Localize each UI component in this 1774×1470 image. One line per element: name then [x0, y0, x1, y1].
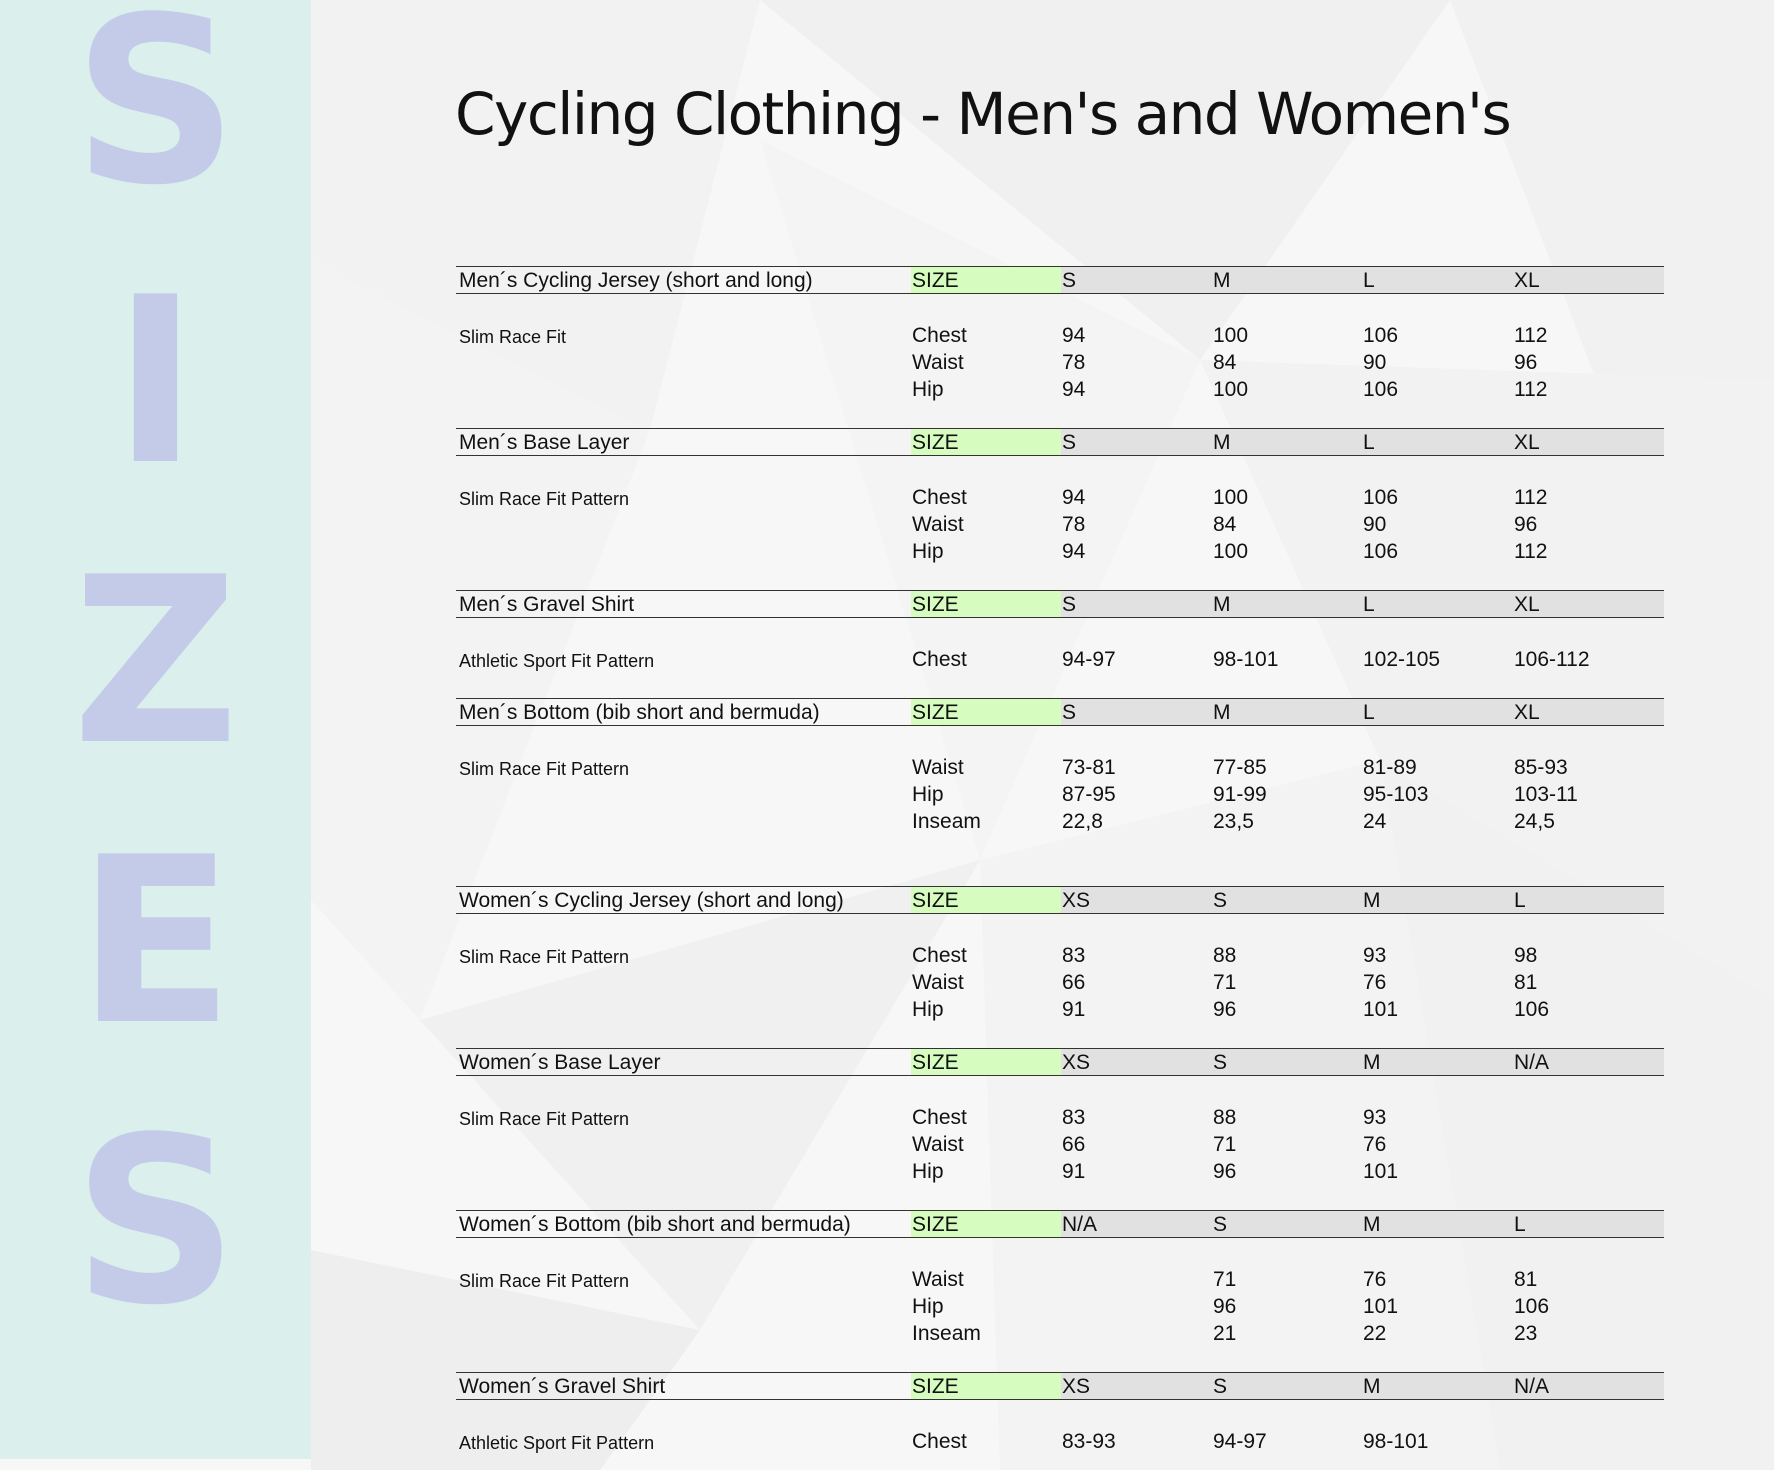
measurement-row	[456, 1293, 1664, 1320]
size-column-header: S	[1062, 431, 1077, 454]
size-table-body	[456, 1076, 1664, 1210]
measurement-label: Chest	[912, 1430, 967, 1453]
size-column-header: M	[1213, 593, 1231, 616]
size-column-header: N/A	[1514, 1051, 1550, 1074]
measurement-label: Hip	[912, 998, 944, 1021]
measurement-value: 106	[1363, 486, 1399, 509]
measurement-value: 112	[1514, 486, 1548, 509]
measurement-value: 76	[1363, 1133, 1387, 1156]
measurement-value: 88	[1213, 1106, 1237, 1129]
product-title: Men´s Base Layer	[459, 431, 630, 454]
size-tables	[456, 266, 1664, 1470]
measurement-value: 93	[1363, 944, 1387, 967]
size-table-header	[456, 428, 1664, 456]
measurement-value: 98-101	[1363, 1430, 1429, 1453]
measurement-value: 81	[1514, 971, 1538, 994]
measurement-label: Waist	[912, 1133, 964, 1156]
size-table-header	[456, 1048, 1664, 1076]
size-table-header	[456, 886, 1664, 914]
measurement-label: Inseam	[912, 1322, 981, 1345]
size-table	[456, 698, 1664, 886]
size-column-header: S	[1213, 889, 1228, 912]
size-table-header	[456, 1372, 1664, 1400]
measurement-row	[456, 1320, 1664, 1347]
measurement-value: 76	[1363, 971, 1387, 994]
measurement-value: 98	[1514, 944, 1538, 967]
size-column-header: S	[1213, 1375, 1228, 1398]
measurement-label: Waist	[912, 971, 964, 994]
measurement-row	[456, 646, 1664, 673]
size-table-header	[456, 266, 1664, 294]
measurement-value: 112	[1514, 324, 1548, 347]
size-column-header: M	[1363, 889, 1381, 912]
size-column-header: XS	[1062, 1375, 1091, 1398]
measurement-value: 94-97	[1062, 648, 1116, 671]
fit-label: Slim Race Fit Pattern	[459, 1109, 630, 1129]
measurement-row	[456, 484, 1664, 511]
measurement-value: 84	[1213, 513, 1237, 536]
size-table	[456, 428, 1664, 590]
measurement-value: 94	[1062, 486, 1086, 509]
fit-label: Athletic Sport Fit Pattern	[459, 1433, 655, 1453]
measurement-row	[456, 511, 1664, 538]
size-table-body	[456, 1400, 1664, 1470]
measurement-label: Hip	[912, 1295, 944, 1318]
measurement-value: 100	[1213, 378, 1249, 401]
size-column-header: L	[1363, 431, 1375, 454]
size-table-body	[456, 1238, 1664, 1372]
measurement-value: 95-103	[1363, 783, 1429, 806]
measurement-row	[456, 1131, 1664, 1158]
size-column-header: M	[1363, 1051, 1381, 1074]
measurement-label: Waist	[912, 351, 964, 374]
measurement-value: 76	[1363, 1268, 1387, 1291]
measurement-value: 93	[1363, 1106, 1387, 1129]
measurement-label: Hip	[912, 783, 944, 806]
measurement-label: Chest	[912, 486, 967, 509]
measurement-value: 106-112	[1514, 648, 1590, 671]
page-title: Cycling Clothing - Men's and Women's	[455, 80, 1511, 148]
measurement-row	[456, 996, 1664, 1023]
measurement-label: Hip	[912, 378, 944, 401]
size-column-header: XS	[1062, 1051, 1091, 1074]
measurement-row	[456, 754, 1664, 781]
measurement-row	[456, 942, 1664, 969]
measurement-value: 73-81	[1062, 756, 1116, 779]
measurement-label: Chest	[912, 324, 967, 347]
size-column-header: M	[1363, 1375, 1381, 1398]
measurement-value: 101	[1363, 1295, 1399, 1318]
fit-label: Slim Race Fit Pattern	[459, 759, 630, 779]
measurement-value: 90	[1363, 513, 1387, 536]
measurement-value: 71	[1213, 971, 1237, 994]
size-table-body	[456, 456, 1664, 590]
fit-label: Slim Race Fit	[459, 327, 567, 347]
measurement-label: Waist	[912, 756, 964, 779]
size-table-body	[456, 294, 1664, 428]
size-table-body	[456, 914, 1664, 1048]
measurement-value: 96	[1213, 1160, 1237, 1183]
measurement-value: 112	[1514, 540, 1548, 563]
size-table-header	[456, 698, 1664, 726]
measurement-value: 94	[1062, 378, 1086, 401]
measurement-value: 106	[1363, 378, 1399, 401]
measurement-value: 87-95	[1062, 783, 1116, 806]
measurement-value: 90	[1363, 351, 1387, 374]
size-label: SIZE	[912, 593, 959, 616]
size-table-header	[456, 1210, 1664, 1238]
size-column-header: N/A	[1514, 1375, 1550, 1398]
measurement-label: Inseam	[912, 810, 981, 833]
size-column-header: XL	[1514, 593, 1540, 616]
size-column-header: S	[1213, 1051, 1228, 1074]
measurement-value: 23,5	[1213, 810, 1254, 833]
measurement-value: 106	[1363, 540, 1399, 563]
size-table-header	[456, 590, 1664, 618]
measurement-row	[456, 376, 1664, 403]
measurement-value: 100	[1213, 486, 1249, 509]
measurement-value: 103-11	[1514, 783, 1578, 806]
product-title: Women´s Cycling Jersey (short and long)	[459, 889, 844, 912]
measurement-value: 78	[1062, 513, 1086, 536]
measurement-value: 106	[1514, 998, 1550, 1021]
size-column-header: L	[1363, 701, 1375, 724]
measurement-value: 112	[1514, 378, 1548, 401]
measurement-value: 21	[1213, 1322, 1237, 1345]
size-table	[456, 1372, 1664, 1470]
size-label: SIZE	[912, 1213, 959, 1236]
fit-label: Slim Race Fit Pattern	[459, 1271, 630, 1291]
size-label: SIZE	[912, 431, 959, 454]
measurement-label: Waist	[912, 513, 964, 536]
measurement-row	[456, 808, 1664, 835]
measurement-value: 66	[1062, 1133, 1086, 1156]
size-column-header: XS	[1062, 889, 1091, 912]
measurement-value: 98-101	[1213, 648, 1279, 671]
fit-label: Slim Race Fit Pattern	[459, 489, 630, 509]
size-table	[456, 590, 1664, 698]
product-title: Women´s Base Layer	[459, 1051, 661, 1074]
measurement-label: Hip	[912, 540, 944, 563]
measurement-value: 91	[1062, 998, 1086, 1021]
product-title: Women´s Gravel Shirt	[459, 1375, 666, 1398]
product-title: Men´s Bottom (bib short and bermuda)	[459, 701, 820, 724]
measurement-value: 91-99	[1213, 783, 1267, 806]
size-column-header: L	[1514, 1213, 1526, 1236]
measurement-value: 24	[1363, 810, 1387, 833]
measurement-value: 23	[1514, 1322, 1538, 1345]
measurement-label: Chest	[912, 944, 967, 967]
measurement-row	[456, 322, 1664, 349]
product-title: Men´s Gravel Shirt	[459, 593, 635, 616]
measurement-value: 88	[1213, 944, 1237, 967]
measurement-label: Hip	[912, 1160, 944, 1183]
measurement-value: 96	[1213, 1295, 1237, 1318]
size-column-header: S	[1213, 1213, 1228, 1236]
size-label: SIZE	[912, 701, 959, 724]
size-column-header: XL	[1514, 269, 1540, 292]
size-label: SIZE	[912, 889, 959, 912]
sidebar-letter: Z	[72, 529, 239, 796]
measurement-row	[456, 969, 1664, 996]
size-column-header: L	[1363, 593, 1375, 616]
sidebar-letter: S	[72, 1089, 239, 1356]
measurement-value: 94-97	[1213, 1430, 1267, 1453]
size-column-header: L	[1514, 889, 1526, 912]
measurement-value: 94	[1062, 540, 1086, 563]
size-table-body	[456, 618, 1664, 698]
measurement-value: 71	[1213, 1133, 1237, 1156]
measurement-value: 102-105	[1363, 648, 1441, 671]
measurement-value: 96	[1514, 513, 1538, 536]
size-column-header: S	[1062, 701, 1077, 724]
measurement-value: 100	[1213, 324, 1249, 347]
size-column-header: S	[1062, 593, 1077, 616]
size-column-header: S	[1062, 269, 1077, 292]
measurement-value: 77-85	[1213, 756, 1267, 779]
sidebar-letter: S	[72, 0, 239, 236]
size-column-header: XL	[1514, 431, 1540, 454]
measurement-value: 71	[1213, 1268, 1237, 1291]
measurement-value: 81	[1514, 1268, 1538, 1291]
sidebar-letter: I	[112, 249, 199, 516]
size-column-header: M	[1213, 269, 1231, 292]
measurement-value: 106	[1514, 1295, 1550, 1318]
measurement-row	[456, 1428, 1664, 1455]
measurement-label: Chest	[912, 1106, 967, 1129]
measurement-value: 101	[1363, 998, 1399, 1021]
measurement-value: 81-89	[1363, 756, 1417, 779]
size-column-header: M	[1363, 1213, 1381, 1236]
measurement-value: 101	[1363, 1160, 1399, 1183]
measurement-label: Waist	[912, 1268, 964, 1291]
measurement-row	[456, 1266, 1664, 1293]
product-title: Men´s Cycling Jersey (short and long)	[459, 269, 813, 292]
size-column-header: N/A	[1062, 1213, 1098, 1236]
measurement-value: 84	[1213, 351, 1237, 374]
measurement-value: 83-93	[1062, 1430, 1116, 1453]
measurement-value: 22,8	[1062, 810, 1103, 833]
measurement-value: 83	[1062, 944, 1086, 967]
measurement-value: 85-93	[1514, 756, 1568, 779]
size-column-header: M	[1213, 701, 1231, 724]
measurement-value: 91	[1062, 1160, 1086, 1183]
sidebar-letter: E	[76, 809, 235, 1076]
measurement-value: 94	[1062, 324, 1086, 347]
size-table-body	[456, 726, 1664, 886]
measurement-label: Chest	[912, 648, 967, 671]
measurement-value: 106	[1363, 324, 1399, 347]
size-label: SIZE	[912, 1051, 959, 1074]
measurement-value: 22	[1363, 1322, 1387, 1345]
measurement-value: 100	[1213, 540, 1249, 563]
measurement-row	[456, 538, 1664, 565]
measurement-value: 96	[1213, 998, 1237, 1021]
fit-label: Athletic Sport Fit Pattern	[459, 651, 655, 671]
product-title: Women´s Bottom (bib short and bermuda)	[459, 1213, 851, 1236]
measurement-value: 78	[1062, 351, 1086, 374]
measurement-value: 96	[1514, 351, 1538, 374]
fit-label: Slim Race Fit Pattern	[459, 947, 630, 967]
sidebar-banner	[0, 0, 311, 1459]
size-column-header: L	[1363, 269, 1375, 292]
size-column-header: M	[1213, 431, 1231, 454]
measurement-row	[456, 1104, 1664, 1131]
size-table	[456, 1210, 1664, 1372]
measurement-row	[456, 349, 1664, 376]
size-label: SIZE	[912, 269, 959, 292]
measurement-row	[456, 781, 1664, 808]
measurement-row	[456, 1158, 1664, 1185]
measurement-value: 83	[1062, 1106, 1086, 1129]
size-column-header: XL	[1514, 701, 1540, 724]
size-table	[456, 1048, 1664, 1210]
size-table	[456, 266, 1664, 428]
measurement-value: 66	[1062, 971, 1086, 994]
size-label: SIZE	[912, 1375, 959, 1398]
size-table	[456, 886, 1664, 1048]
measurement-value: 24,5	[1514, 810, 1555, 833]
